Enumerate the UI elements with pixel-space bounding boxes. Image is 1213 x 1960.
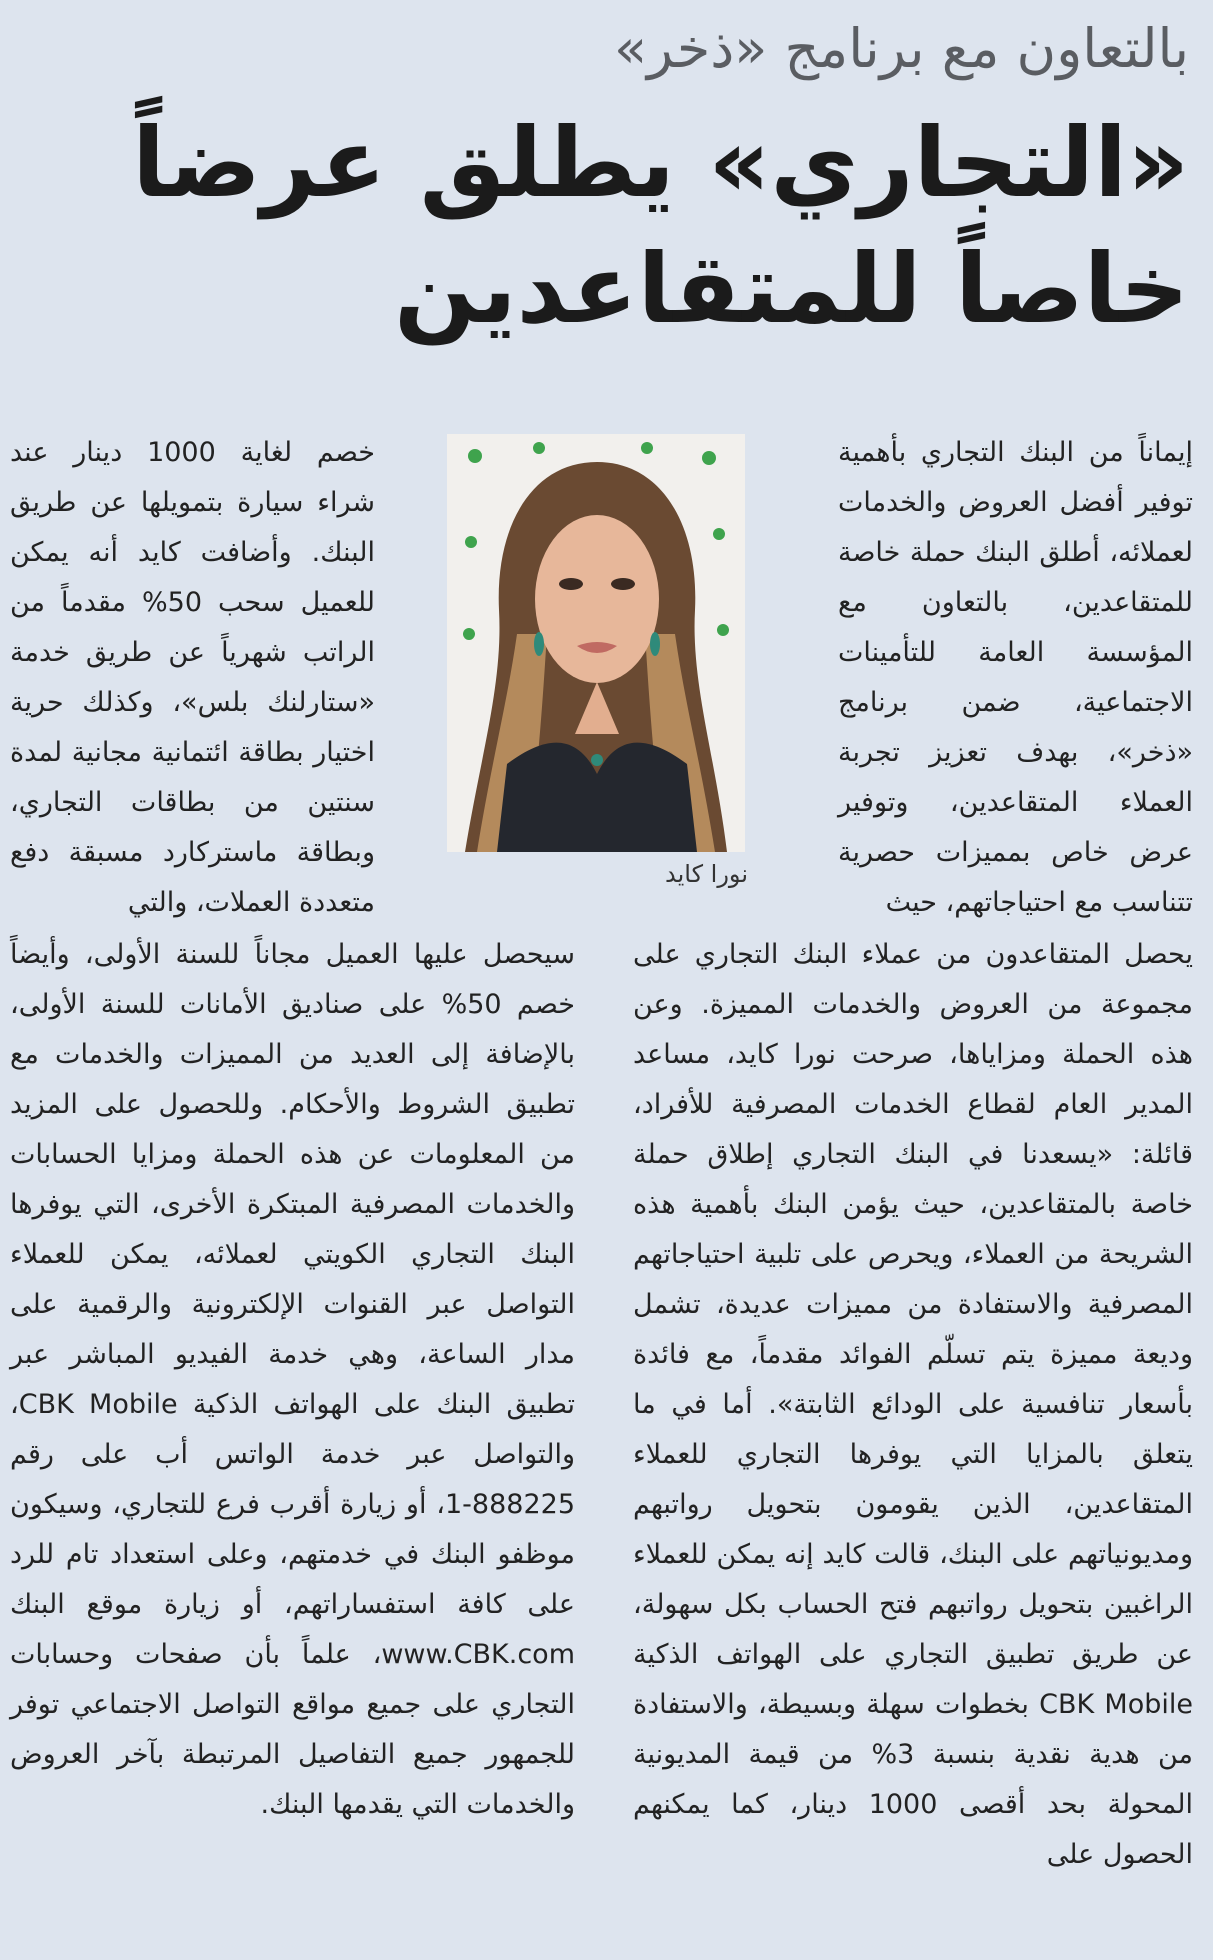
portrait-photo [447,434,745,852]
body-column-left-top [10,428,375,928]
article-headline: «التجاري» يطلق عرضاً خاصاً للمتقاعدين [132,107,1189,345]
body-paragraph: يحصل المتقاعدون من عملاء البنك التجاري على مجموعة من العروض والخدمات المميزة. وعن هذه الحملة ومزاياها، صرحت نورا كايد، مساعد المدير العام لقطاع الخدمات المصرفية للأفراد، قائلة: «يسعدنا في البنك التجاري إطلاق حملة خاصة بالمتقاعدين، حيث يؤمن البنك بأهمية هذه الشريحة من العملاء، ويحرص على تلبية احتياجاتهم المصرفية والاستفادة من مميزات عديدة، تشمل وديعة مميزة يتم تسلّم الفوائد مقدماً، مع فائدة بأسعار تنافسية على الودائع الثابتة». أما في ما يتعلق بالمزايا التي يوفرها التجاري للعملاء المتقاعدين، الذين يقومون بتحويل رواتبهم ومديونياتهم على البنك، قالت كايد إنه يمكن للعملاء الراغبين بتحويل رواتبهم فتح الحساب بكل سهولة، عن طريق تطبيق التجاري على الهواتف الذكية CBK Mobile بخطوات سهلة وبسيطة، والاستفادة من هدية نقدية بنسبة 3% من قيمة المديونية المحولة بحد أقصى 1000 دينار، كما يمكنهم الحصول على [633,939,1193,1870]
body-paragraph: خصم لغاية 1000 دينار عند شراء سيارة بتمويلها عن طريق البنك. وأضافت كايد أنه يمكن للعميل سحب 50% مقدماً من الراتب شهرياً عن طريق خدمة «ستارلنك بلس»، وكذلك حرية اختيار بطاقة ائتمانية مجانية لمدة سنتين من بطاقات التجاري، وبطاقة ماستركارد مسبقة دفع متعددة العملات، والتي [10,437,375,918]
body-paragraph: سيحصل عليها العميل مجاناً للسنة الأولى، وأيضاً خصم 50% على صناديق الأمانات للسنة الأولى، بالإضافة إلى العديد من المميزات والخدمات مع تطبيق الشروط والأحكام. وللحصول على المزيد من المعلومات عن هذه الحملة ومزايا الحسابات والخدمات المصرفية المبتكرة الأخرى، التي يوفرها البنك التجاري الكويتي لعملائه، يمكن للعملاء التواصل عبر القنوات الإلكترونية والرقمية على مدار الساعة، وهي خدمة الفيديو المباشر عبر تطبيق البنك على الهواتف الذكية CBK Mobile، والتواصل عبر خدمة الواتس أب على رقم 888225-1، أو زيارة أقرب فرع للتجاري، وسيكون موظفو البنك في خدمتهم، وعلى استعداد تام للرد على كافة استفساراتهم، أو زيارة موقع البنك www.CBK.com، علماً بأن صفحات وحسابات التجاري على جميع مواقع التواصل الاجتماعي توفر للجمهور جميع التفاصيل المرتبطة بآخر العروض والخدمات التي يقدمها البنك. [10,939,575,1820]
photo-caption: نورا كايد [665,860,748,888]
article-kicker: بالتعاون مع برنامج «ذخر» [613,17,1189,80]
body-column-left-bottom [10,930,575,1830]
body-column-right-top [838,428,1193,928]
body-paragraph: إيماناً من البنك التجاري بأهمية توفير أفضل العروض والخدمات لعملائه، أطلق البنك حملة خاصة للمتقاعدين، بالتعاون مع المؤسسة العامة للتأمينات الاجتماعية، ضمن برنامج «ذخر»، بهدف تعزيز تجربة العملاء المتقاعدين، وتوفير عرض خاص بمميزات حصرية تتناسب مع احتياجاتهم، حيث [838,437,1193,918]
portrait-illustration [447,434,745,852]
body-column-right-bottom [633,930,1193,1880]
